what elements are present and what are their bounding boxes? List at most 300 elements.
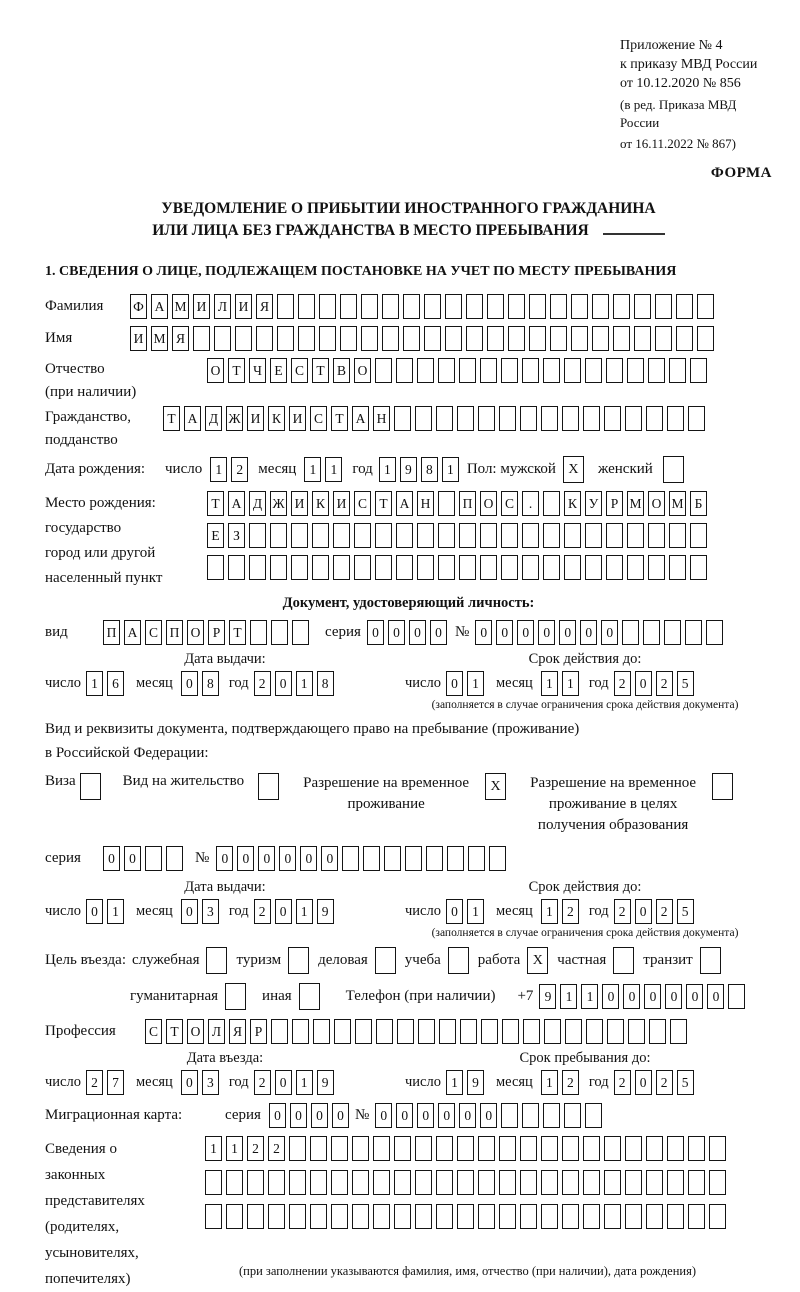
form-cell[interactable]	[292, 1019, 309, 1044]
form-cell[interactable]	[520, 1170, 537, 1195]
form-cell[interactable]: И	[247, 406, 264, 431]
form-cell[interactable]: Т	[229, 620, 246, 645]
form-cell[interactable]	[333, 555, 350, 580]
form-cell[interactable]: 1	[210, 457, 227, 482]
form-cell[interactable]	[627, 523, 644, 548]
form-cell[interactable]	[529, 294, 546, 319]
form-cell[interactable]	[664, 620, 681, 645]
form-cell[interactable]	[436, 1204, 453, 1229]
form-cell[interactable]: 1	[379, 457, 396, 482]
form-cell[interactable]	[697, 294, 714, 319]
form-cell[interactable]: 2	[562, 1070, 579, 1095]
form-cell[interactable]	[562, 1136, 579, 1161]
form-cell[interactable]	[541, 406, 558, 431]
form-cell[interactable]	[193, 326, 210, 351]
form-cell[interactable]	[352, 1136, 369, 1161]
form-cell[interactable]	[688, 1170, 705, 1195]
form-cell[interactable]	[655, 294, 672, 319]
form-cell[interactable]	[667, 1204, 684, 1229]
form-cell[interactable]	[205, 1204, 222, 1229]
form-cell[interactable]	[646, 1204, 663, 1229]
form-cell[interactable]	[562, 1170, 579, 1195]
form-cell[interactable]	[625, 1170, 642, 1195]
form-cell[interactable]	[606, 523, 623, 548]
form-cell[interactable]: А	[184, 406, 201, 431]
form-cell[interactable]	[270, 523, 287, 548]
form-cell[interactable]	[331, 1204, 348, 1229]
form-cell[interactable]: 1	[446, 1070, 463, 1095]
form-cell[interactable]: 0	[446, 671, 463, 696]
form-cell[interactable]	[478, 1204, 495, 1229]
form-cell[interactable]: 3	[202, 1070, 219, 1095]
form-cell[interactable]	[541, 1204, 558, 1229]
form-cell[interactable]: 2	[254, 671, 271, 696]
form-cell[interactable]: Р	[250, 1019, 267, 1044]
form-cell[interactable]	[228, 555, 245, 580]
form-cell[interactable]	[333, 523, 350, 548]
form-cell[interactable]: Т	[312, 358, 329, 383]
form-cell[interactable]: 0	[124, 846, 141, 871]
form-cell[interactable]	[670, 1019, 687, 1044]
form-cell[interactable]: 0	[279, 846, 296, 871]
form-cell[interactable]: Ж	[270, 491, 287, 516]
form-cell[interactable]	[622, 620, 639, 645]
form-cell[interactable]	[709, 1170, 726, 1195]
form-cell[interactable]	[340, 294, 357, 319]
purpose-rabota-checkbox[interactable]: X	[527, 947, 548, 974]
form-cell[interactable]	[438, 358, 455, 383]
form-cell[interactable]	[501, 555, 518, 580]
form-cell[interactable]: С	[291, 358, 308, 383]
form-cell[interactable]	[541, 1136, 558, 1161]
form-cell[interactable]: М	[172, 294, 189, 319]
form-cell[interactable]: И	[193, 294, 210, 319]
form-cell[interactable]	[417, 523, 434, 548]
form-cell[interactable]	[613, 294, 630, 319]
form-cell[interactable]	[403, 294, 420, 319]
form-cell[interactable]	[415, 1204, 432, 1229]
form-cell[interactable]	[706, 620, 723, 645]
form-cell[interactable]	[480, 555, 497, 580]
form-cell[interactable]: 1	[541, 1070, 558, 1095]
form-cell[interactable]: 2	[614, 899, 631, 924]
form-cell[interactable]	[459, 555, 476, 580]
form-cell[interactable]	[543, 491, 560, 516]
form-cell[interactable]: Т	[163, 406, 180, 431]
form-cell[interactable]: 0	[321, 846, 338, 871]
purpose-gumanitarnaya-checkbox[interactable]	[225, 983, 246, 1010]
form-cell[interactable]	[625, 406, 642, 431]
form-cell[interactable]: 1	[86, 671, 103, 696]
form-cell[interactable]: А	[228, 491, 245, 516]
form-cell[interactable]	[439, 1019, 456, 1044]
form-cell[interactable]: К	[268, 406, 285, 431]
form-cell[interactable]	[312, 555, 329, 580]
form-cell[interactable]	[688, 1204, 705, 1229]
form-cell[interactable]	[541, 1170, 558, 1195]
form-cell[interactable]	[583, 1136, 600, 1161]
form-cell[interactable]	[523, 1019, 540, 1044]
form-cell[interactable]: 0	[430, 620, 447, 645]
form-cell[interactable]: П	[103, 620, 120, 645]
form-cell[interactable]	[394, 1204, 411, 1229]
form-cell[interactable]	[396, 523, 413, 548]
form-cell[interactable]	[628, 1019, 645, 1044]
form-cell[interactable]	[394, 1170, 411, 1195]
form-cell[interactable]	[501, 358, 518, 383]
form-cell[interactable]	[585, 358, 602, 383]
form-cell[interactable]: 1	[296, 671, 313, 696]
form-cell[interactable]: 0	[311, 1103, 328, 1128]
form-cell[interactable]	[562, 406, 579, 431]
form-cell[interactable]	[415, 406, 432, 431]
form-cell[interactable]	[457, 1136, 474, 1161]
form-cell[interactable]	[520, 406, 537, 431]
form-cell[interactable]: Б	[690, 491, 707, 516]
form-cell[interactable]: Р	[606, 491, 623, 516]
form-cell[interactable]	[256, 326, 273, 351]
form-cell[interactable]	[436, 1170, 453, 1195]
form-cell[interactable]	[648, 523, 665, 548]
form-cell[interactable]	[607, 1019, 624, 1044]
form-cell[interactable]	[586, 1019, 603, 1044]
form-cell[interactable]	[667, 1136, 684, 1161]
form-cell[interactable]: Е	[207, 523, 224, 548]
form-cell[interactable]	[669, 358, 686, 383]
form-cell[interactable]	[382, 294, 399, 319]
form-cell[interactable]	[709, 1136, 726, 1161]
form-cell[interactable]	[426, 846, 443, 871]
form-cell[interactable]: 1	[296, 899, 313, 924]
form-cell[interactable]: 0	[417, 1103, 434, 1128]
form-cell[interactable]: 1	[442, 457, 459, 482]
form-cell[interactable]	[522, 555, 539, 580]
form-cell[interactable]	[310, 1136, 327, 1161]
form-cell[interactable]: А	[151, 294, 168, 319]
form-cell[interactable]: Т	[375, 491, 392, 516]
form-cell[interactable]: 8	[202, 671, 219, 696]
form-cell[interactable]: 2	[614, 1070, 631, 1095]
form-cell[interactable]	[376, 1019, 393, 1044]
purpose-sluzhebnaya-checkbox[interactable]	[206, 947, 227, 974]
form-cell[interactable]: А	[352, 406, 369, 431]
form-cell[interactable]	[499, 1170, 516, 1195]
form-cell[interactable]	[352, 1170, 369, 1195]
form-cell[interactable]: 0	[388, 620, 405, 645]
purpose-delovaya-checkbox[interactable]	[375, 947, 396, 974]
form-cell[interactable]: Р	[208, 620, 225, 645]
form-cell[interactable]	[564, 358, 581, 383]
form-cell[interactable]: 9	[317, 899, 334, 924]
form-cell[interactable]	[627, 555, 644, 580]
form-cell[interactable]	[676, 294, 693, 319]
form-cell[interactable]: 1	[226, 1136, 243, 1161]
form-cell[interactable]	[384, 846, 401, 871]
form-cell[interactable]: 2	[614, 671, 631, 696]
form-cell[interactable]	[375, 555, 392, 580]
form-cell[interactable]: И	[333, 491, 350, 516]
form-cell[interactable]: .	[522, 491, 539, 516]
form-cell[interactable]: Ч	[249, 358, 266, 383]
form-cell[interactable]: Д	[249, 491, 266, 516]
form-cell[interactable]	[352, 1204, 369, 1229]
form-cell[interactable]: 0	[559, 620, 576, 645]
purpose-turizm-checkbox[interactable]	[288, 947, 309, 974]
form-cell[interactable]	[445, 326, 462, 351]
form-cell[interactable]: 0	[290, 1103, 307, 1128]
form-cell[interactable]: М	[151, 326, 168, 351]
form-cell[interactable]	[646, 1170, 663, 1195]
form-cell[interactable]	[375, 523, 392, 548]
form-cell[interactable]: У	[585, 491, 602, 516]
form-cell[interactable]: Л	[208, 1019, 225, 1044]
form-cell[interactable]	[520, 1136, 537, 1161]
form-cell[interactable]	[565, 1019, 582, 1044]
form-cell[interactable]	[648, 555, 665, 580]
form-cell[interactable]: Л	[214, 294, 231, 319]
form-cell[interactable]	[424, 326, 441, 351]
form-cell[interactable]	[550, 294, 567, 319]
form-cell[interactable]	[438, 491, 455, 516]
form-cell[interactable]: 0	[300, 846, 317, 871]
form-cell[interactable]	[373, 1204, 390, 1229]
form-cell[interactable]	[310, 1170, 327, 1195]
form-cell[interactable]	[562, 1204, 579, 1229]
form-cell[interactable]: К	[564, 491, 581, 516]
form-cell[interactable]	[604, 1204, 621, 1229]
form-cell[interactable]	[331, 1136, 348, 1161]
form-cell[interactable]	[592, 326, 609, 351]
form-cell[interactable]: 0	[538, 620, 555, 645]
form-cell[interactable]: 0	[275, 899, 292, 924]
form-cell[interactable]	[292, 620, 309, 645]
form-cell[interactable]	[543, 358, 560, 383]
form-cell[interactable]	[501, 523, 518, 548]
form-cell[interactable]: О	[187, 620, 204, 645]
form-cell[interactable]: 2	[254, 899, 271, 924]
form-cell[interactable]	[627, 358, 644, 383]
form-cell[interactable]: 0	[438, 1103, 455, 1128]
form-cell[interactable]: А	[396, 491, 413, 516]
form-cell[interactable]	[250, 620, 267, 645]
form-cell[interactable]	[669, 523, 686, 548]
form-cell[interactable]	[235, 326, 252, 351]
form-cell[interactable]	[396, 555, 413, 580]
form-cell[interactable]: 9	[400, 457, 417, 482]
form-cell[interactable]: 5	[677, 899, 694, 924]
form-cell[interactable]	[502, 1019, 519, 1044]
form-cell[interactable]: А	[124, 620, 141, 645]
form-cell[interactable]	[585, 1103, 602, 1128]
form-cell[interactable]: Я	[172, 326, 189, 351]
form-cell[interactable]	[606, 358, 623, 383]
form-cell[interactable]	[226, 1170, 243, 1195]
form-cell[interactable]	[592, 294, 609, 319]
purpose-ucheba-checkbox[interactable]	[448, 947, 469, 974]
form-cell[interactable]: С	[145, 620, 162, 645]
form-cell[interactable]: 0	[517, 620, 534, 645]
form-cell[interactable]	[685, 620, 702, 645]
form-cell[interactable]: 2	[656, 1070, 673, 1095]
form-cell[interactable]	[403, 326, 420, 351]
form-cell[interactable]: П	[166, 620, 183, 645]
form-cell[interactable]	[604, 406, 621, 431]
form-cell[interactable]	[268, 1170, 285, 1195]
form-cell[interactable]	[634, 326, 651, 351]
form-cell[interactable]	[207, 555, 224, 580]
form-cell[interactable]: 0	[475, 620, 492, 645]
form-cell[interactable]	[145, 846, 162, 871]
form-cell[interactable]: П	[459, 491, 476, 516]
form-cell[interactable]	[417, 555, 434, 580]
sex-male-checkbox[interactable]: X	[563, 456, 584, 483]
form-cell[interactable]: 1	[541, 899, 558, 924]
residence-permit-checkbox[interactable]	[258, 773, 279, 800]
form-cell[interactable]	[520, 1204, 537, 1229]
form-cell[interactable]: 5	[677, 671, 694, 696]
form-cell[interactable]: 2	[247, 1136, 264, 1161]
form-cell[interactable]: В	[333, 358, 350, 383]
form-cell[interactable]	[508, 294, 525, 319]
form-cell[interactable]: 9	[467, 1070, 484, 1095]
form-cell[interactable]	[460, 1019, 477, 1044]
form-cell[interactable]: О	[480, 491, 497, 516]
form-cell[interactable]	[457, 1170, 474, 1195]
form-cell[interactable]: 0	[665, 984, 682, 1009]
form-cell[interactable]	[489, 846, 506, 871]
form-cell[interactable]	[648, 358, 665, 383]
form-cell[interactable]: 1	[296, 1070, 313, 1095]
form-cell[interactable]: 1	[562, 671, 579, 696]
form-cell[interactable]	[499, 406, 516, 431]
form-cell[interactable]	[604, 1170, 621, 1195]
form-cell[interactable]	[373, 1136, 390, 1161]
form-cell[interactable]	[478, 1170, 495, 1195]
form-cell[interactable]: Ф	[130, 294, 147, 319]
form-cell[interactable]: Т	[228, 358, 245, 383]
form-cell[interactable]	[688, 406, 705, 431]
form-cell[interactable]: 0	[623, 984, 640, 1009]
form-cell[interactable]: 0	[409, 620, 426, 645]
form-cell[interactable]	[480, 523, 497, 548]
form-cell[interactable]	[667, 1170, 684, 1195]
form-cell[interactable]	[481, 1019, 498, 1044]
form-cell[interactable]: 0	[275, 671, 292, 696]
form-cell[interactable]	[583, 1204, 600, 1229]
form-cell[interactable]	[583, 406, 600, 431]
form-cell[interactable]	[457, 1204, 474, 1229]
form-cell[interactable]	[480, 358, 497, 383]
form-cell[interactable]	[459, 358, 476, 383]
form-cell[interactable]: М	[669, 491, 686, 516]
form-cell[interactable]	[298, 294, 315, 319]
form-cell[interactable]	[571, 294, 588, 319]
form-cell[interactable]	[312, 523, 329, 548]
form-cell[interactable]: С	[310, 406, 327, 431]
form-cell[interactable]: 0	[258, 846, 275, 871]
form-cell[interactable]	[289, 1170, 306, 1195]
form-cell[interactable]	[447, 846, 464, 871]
form-cell[interactable]: 0	[332, 1103, 349, 1128]
form-cell[interactable]: 0	[686, 984, 703, 1009]
form-cell[interactable]: З	[228, 523, 245, 548]
form-cell[interactable]: 0	[367, 620, 384, 645]
form-cell[interactable]	[438, 523, 455, 548]
form-cell[interactable]: 1	[205, 1136, 222, 1161]
form-cell[interactable]	[289, 1136, 306, 1161]
form-cell[interactable]	[298, 326, 315, 351]
form-cell[interactable]: О	[207, 358, 224, 383]
form-cell[interactable]	[277, 326, 294, 351]
form-cell[interactable]	[697, 326, 714, 351]
form-cell[interactable]	[690, 523, 707, 548]
form-cell[interactable]	[564, 523, 581, 548]
form-cell[interactable]: М	[627, 491, 644, 516]
form-cell[interactable]	[205, 1170, 222, 1195]
form-cell[interactable]	[457, 406, 474, 431]
form-cell[interactable]	[418, 1019, 435, 1044]
purpose-inaya-checkbox[interactable]	[299, 983, 320, 1010]
form-cell[interactable]: С	[501, 491, 518, 516]
form-cell[interactable]	[394, 1136, 411, 1161]
temp-residence-edu-checkbox[interactable]	[712, 773, 733, 800]
form-cell[interactable]: 0	[635, 899, 652, 924]
form-cell[interactable]	[214, 326, 231, 351]
form-cell[interactable]	[355, 1019, 372, 1044]
form-cell[interactable]: 7	[107, 1070, 124, 1095]
form-cell[interactable]	[529, 326, 546, 351]
form-cell[interactable]: И	[291, 491, 308, 516]
form-cell[interactable]	[499, 1136, 516, 1161]
form-cell[interactable]	[676, 326, 693, 351]
form-cell[interactable]: 2	[268, 1136, 285, 1161]
form-cell[interactable]	[361, 294, 378, 319]
form-cell[interactable]	[415, 1170, 432, 1195]
form-cell[interactable]: 0	[375, 1103, 392, 1128]
form-cell[interactable]	[646, 406, 663, 431]
form-cell[interactable]: Я	[229, 1019, 246, 1044]
form-cell[interactable]	[478, 406, 495, 431]
form-cell[interactable]	[247, 1170, 264, 1195]
form-cell[interactable]	[669, 555, 686, 580]
form-cell[interactable]	[459, 523, 476, 548]
form-cell[interactable]	[424, 294, 441, 319]
form-cell[interactable]	[289, 1204, 306, 1229]
form-cell[interactable]: И	[289, 406, 306, 431]
temp-residence-checkbox[interactable]: X	[485, 773, 506, 800]
form-cell[interactable]	[625, 1136, 642, 1161]
form-cell[interactable]	[522, 523, 539, 548]
form-cell[interactable]: 1	[581, 984, 598, 1009]
form-cell[interactable]	[667, 406, 684, 431]
form-cell[interactable]: 9	[317, 1070, 334, 1095]
form-cell[interactable]	[646, 1136, 663, 1161]
form-cell[interactable]	[249, 523, 266, 548]
form-cell[interactable]	[249, 555, 266, 580]
form-cell[interactable]: 0	[269, 1103, 286, 1128]
form-cell[interactable]: 0	[602, 984, 619, 1009]
form-cell[interactable]: 5	[677, 1070, 694, 1095]
form-cell[interactable]: 9	[539, 984, 556, 1009]
form-cell[interactable]	[382, 326, 399, 351]
form-cell[interactable]	[508, 326, 525, 351]
form-cell[interactable]	[270, 555, 287, 580]
form-cell[interactable]: 2	[656, 899, 673, 924]
form-cell[interactable]	[268, 1204, 285, 1229]
form-cell[interactable]: 8	[317, 671, 334, 696]
form-cell[interactable]: Я	[256, 294, 273, 319]
form-cell[interactable]	[613, 326, 630, 351]
